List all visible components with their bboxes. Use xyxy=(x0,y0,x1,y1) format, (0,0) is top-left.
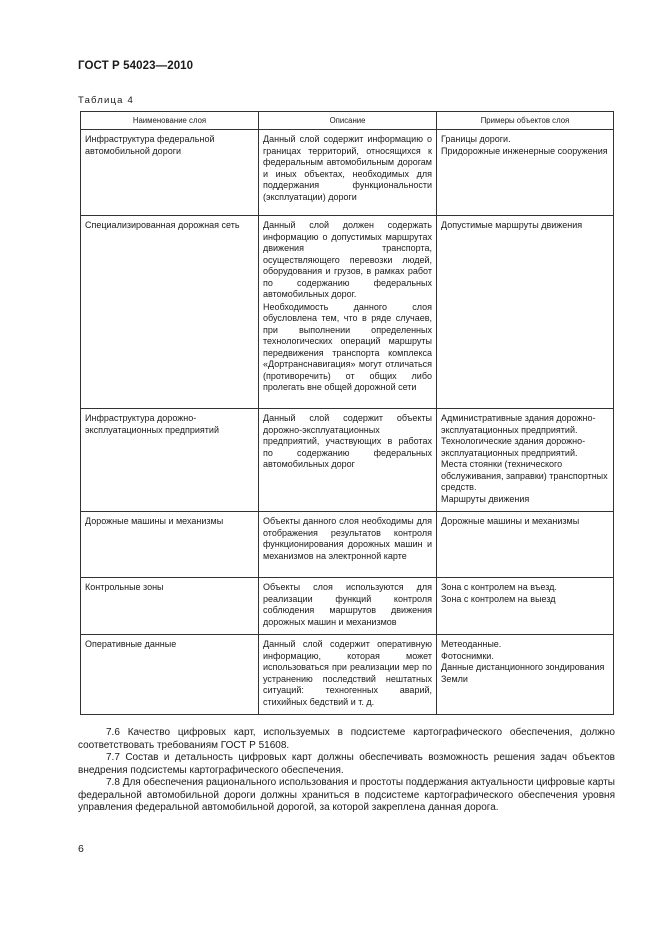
description-cell xyxy=(259,130,437,216)
example-item: Дорожные машины и механизмы xyxy=(441,516,580,526)
table-row xyxy=(81,578,614,635)
description-paragraph: Данный слой содержит оперативную информацию, которая может использоваться при реализации мер по устранению последствий нештатных ситуаций: техногенных аварий, стихийных бедствий и т. д. xyxy=(263,639,432,707)
column-header-examples: Примеры объектов слоя xyxy=(437,112,614,130)
example-item: Технологические здания дорожно-эксплуатационных предприятий. xyxy=(441,436,586,458)
table-header-row xyxy=(81,112,614,130)
paragraph-7-6: 7.6 Качество цифровых карт, используемых в подсистеме картографического обеспечения, должно соответствовать требованиям ГОСТ Р 51608. xyxy=(78,727,615,751)
description-paragraph: Данный слой содержит информацию о границах территорий, относящихся к федеральным автомобильным дорогам и иных объектах, необходимых для поддержания функциональности (эксплуатации) дороги xyxy=(263,134,432,202)
example-item: Зона с контролем на въезд. xyxy=(441,582,557,592)
example-item: Границы дороги. xyxy=(441,134,511,144)
example-item: Фотоснимки. xyxy=(441,650,494,661)
example-item: Придорожные инженерные сооружения xyxy=(441,145,608,156)
layer-name-cell: Инфраструктура дорожно-эксплуатационных предприятий xyxy=(81,409,259,512)
examples-cell xyxy=(437,578,614,635)
description-cell xyxy=(259,216,437,409)
examples-cell xyxy=(437,635,614,715)
description-cell xyxy=(259,635,437,715)
examples-cell xyxy=(437,216,614,409)
paragraph-7-8: 7.8 Для обеспечения рационального использования и простоты поддержания актуальности цифровые карты федеральной автомобильной дороги должны храниться в подсистеме картографического обеспечения уровня управления федеральной автомобильной дорогой, за которой закреплена данная дорога. xyxy=(78,777,615,813)
document-header: ГОСТ Р 54023—2010 xyxy=(78,60,194,72)
example-item: Места стоянки (технического обслуживания, заправки) транспортных средств. xyxy=(441,459,608,492)
table-caption: Таблица 4 xyxy=(78,95,134,106)
layer-name-cell: Оперативные данные xyxy=(81,635,259,715)
example-item: Зона с контролем на выезд xyxy=(441,593,556,604)
description-paragraph: Объекты слоя используются для реализации функций контроля соблюдения маршрутов движения дорожных машин и механизмов xyxy=(263,582,432,627)
description-cell xyxy=(259,512,437,578)
page-number: 6 xyxy=(78,843,84,855)
body-text xyxy=(78,727,615,815)
examples-cell xyxy=(437,130,614,216)
layer-name-cell: Специализированная дорожная сеть xyxy=(81,216,259,409)
layer-name-cell: Дорожные машины и механизмы xyxy=(81,512,259,578)
example-item: Маршруты движения xyxy=(441,493,530,504)
table-row xyxy=(81,130,614,216)
description-paragraph: Необходимость данного слоя обусловлена тем, что в ряде случаев, при выполнении определенных технологических операций маршруты передвижения транспорта комплекса «Дортранснавигация» могут отличаться (противоречить) от общих либо пролегать вне общей дорожной сети xyxy=(263,301,432,392)
column-header-layer-name: Наименование слоя xyxy=(81,112,259,130)
description-paragraph: Объекты данного слоя необходимы для отображения результатов контроля функционирования дорожных машин и механизмов на электронной карте xyxy=(263,516,432,561)
example-item: Данные дистанционного зондирования Земли xyxy=(441,662,605,684)
layer-name-cell: Инфраструктура федеральной автомобильной дороги xyxy=(81,130,259,216)
description-paragraph: Данный слой содержит объекты дорожно-эксплуатационных предприятий, участвующих в работах по содержанию федеральных автомобильных дорог xyxy=(263,413,432,469)
paragraph-7-7: 7.7 Состав и детальность цифровых карт должны обеспечивать возможность решения задач объектов внедрения подсистемы картографического обеспечения. xyxy=(78,752,615,776)
description-cell xyxy=(259,578,437,635)
description-cell xyxy=(259,409,437,512)
table-row xyxy=(81,409,614,512)
example-item: Административные здания дорожно-эксплуатационных предприятий. xyxy=(441,413,596,435)
description-paragraph: Данный слой должен содержать информацию о допустимых маршрутах движения транспорта, осуществляющего перевозки людей, оборудования и грузов, в рамках работ по содержанию федеральных автомобильных дорог. xyxy=(263,220,432,299)
example-item: Допустимые маршруты движения xyxy=(441,220,583,230)
examples-cell xyxy=(437,512,614,578)
examples-cell xyxy=(437,409,614,512)
table-row xyxy=(81,512,614,578)
layer-name-cell: Контрольные зоны xyxy=(81,578,259,635)
table-row xyxy=(81,635,614,715)
layers-table xyxy=(80,111,614,715)
column-header-description: Описание xyxy=(259,112,437,130)
example-item: Метеоданные. xyxy=(441,639,502,649)
table-row xyxy=(81,216,614,409)
